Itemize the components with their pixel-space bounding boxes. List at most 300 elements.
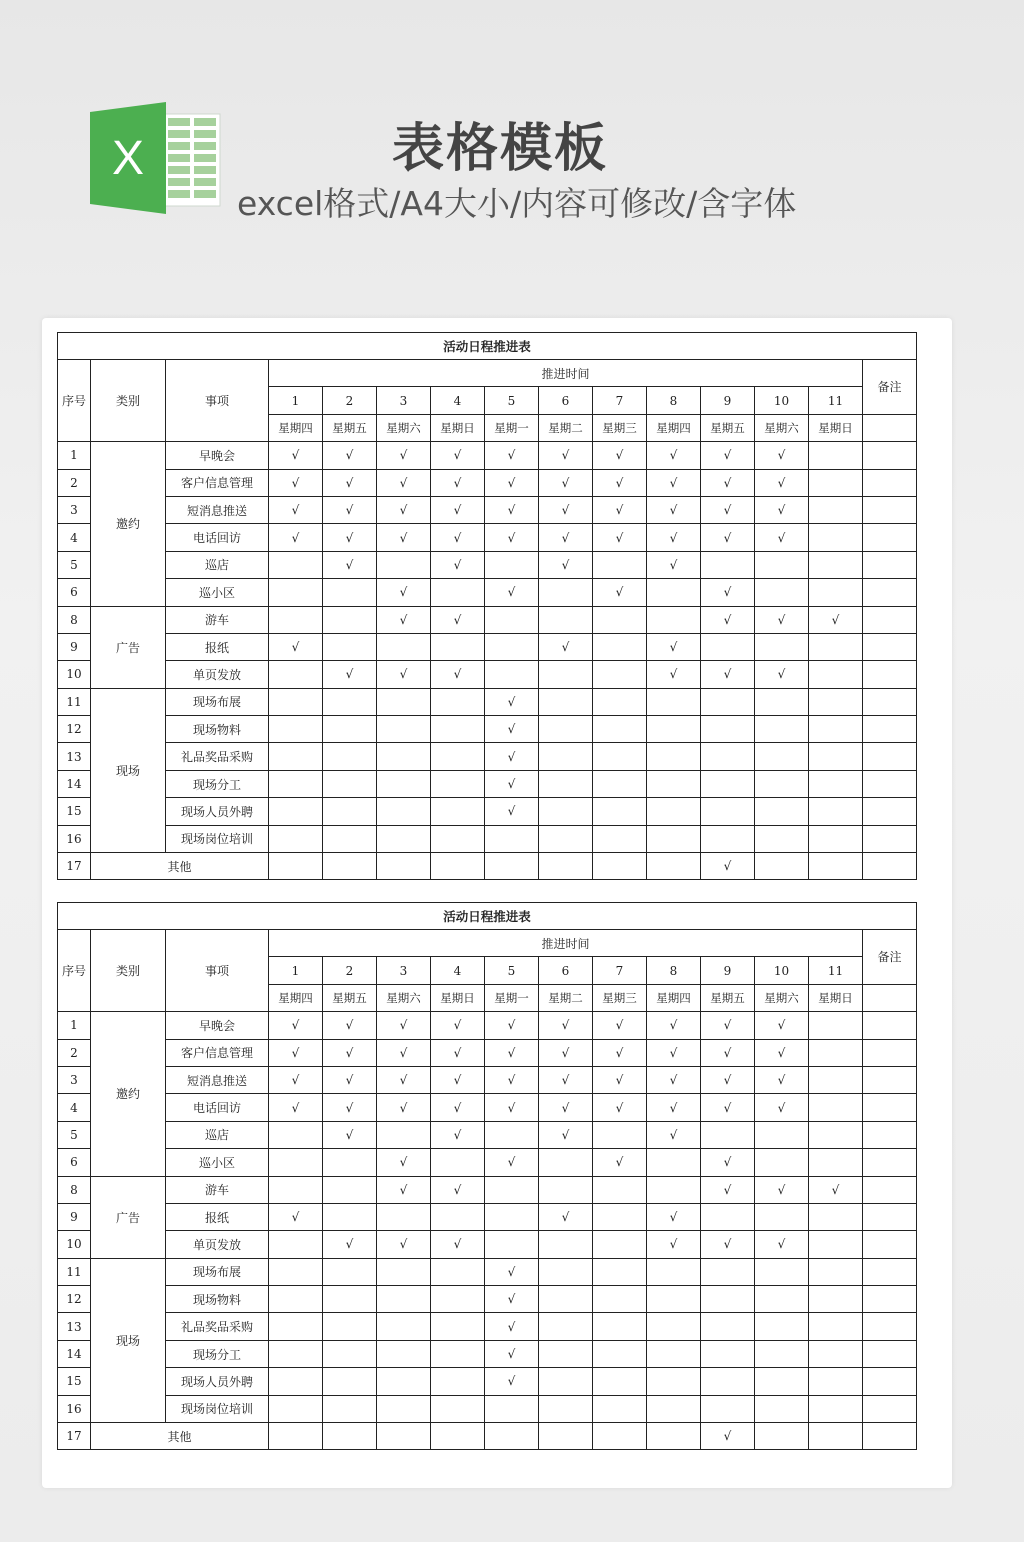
empty-cell: [431, 825, 485, 852]
empty-cell: [593, 1368, 647, 1395]
check-cell: √: [431, 661, 485, 688]
category-cell: 广告: [91, 1176, 166, 1258]
remark-cell: [863, 1121, 917, 1148]
empty-cell: [269, 1395, 323, 1422]
remark-cell: [863, 1149, 917, 1176]
row-item: 现场布展: [166, 1258, 269, 1285]
check-cell: √: [809, 1176, 863, 1203]
day-number: 8: [647, 957, 701, 984]
empty-cell: [323, 688, 377, 715]
table-row: [58, 551, 917, 578]
empty-cell: [755, 1423, 809, 1450]
empty-cell: [593, 1258, 647, 1285]
empty-cell: [809, 770, 863, 797]
empty-cell: [539, 661, 593, 688]
weekday: 星期二: [539, 984, 593, 1011]
check-cell: √: [593, 579, 647, 606]
day-number: 1: [269, 387, 323, 414]
empty-cell: [593, 825, 647, 852]
remark-cell: [863, 1340, 917, 1367]
empty-cell: [755, 1121, 809, 1148]
empty-cell: [539, 1231, 593, 1258]
row-seq: 13: [58, 743, 91, 770]
check-cell: √: [269, 1094, 323, 1121]
remark-cell: [863, 1066, 917, 1093]
check-cell: √: [755, 606, 809, 633]
check-cell: √: [593, 1039, 647, 1066]
row-item: 游车: [166, 1176, 269, 1203]
empty-cell: [539, 1149, 593, 1176]
remark-cell: [863, 579, 917, 606]
empty-cell: [809, 1313, 863, 1340]
empty-cell: [431, 798, 485, 825]
empty-cell: [647, 1149, 701, 1176]
empty-cell: [323, 770, 377, 797]
empty-cell: [485, 1231, 539, 1258]
empty-cell: [809, 1286, 863, 1313]
table-row: [58, 743, 917, 770]
paper-sheet: [42, 318, 952, 1488]
row-item: 礼品奖品采购: [166, 1313, 269, 1340]
empty-cell: [701, 1368, 755, 1395]
empty-cell: [809, 579, 863, 606]
remark-cell: [863, 770, 917, 797]
empty-cell: [647, 743, 701, 770]
empty-cell: [323, 1203, 377, 1230]
row-item: 现场物料: [166, 1286, 269, 1313]
day-number: 8: [647, 387, 701, 414]
row-item: 短消息推送: [166, 496, 269, 523]
col-header-schedule: 推进时间: [269, 360, 863, 387]
check-cell: √: [647, 1012, 701, 1039]
check-cell: √: [701, 1149, 755, 1176]
check-cell: √: [323, 1231, 377, 1258]
category-cell: 邀约: [91, 442, 166, 606]
row-seq: 5: [58, 551, 91, 578]
row-item: 电话回访: [166, 524, 269, 551]
empty-cell: [809, 1121, 863, 1148]
empty-cell: [377, 1340, 431, 1367]
empty-cell: [377, 688, 431, 715]
empty-cell: [809, 469, 863, 496]
empty-cell: [431, 716, 485, 743]
day-number: 11: [809, 957, 863, 984]
check-cell: √: [485, 1039, 539, 1066]
check-cell: √: [323, 469, 377, 496]
table-row: [58, 1231, 917, 1258]
row-seq: 3: [58, 496, 91, 523]
check-cell: √: [431, 1066, 485, 1093]
table-row: [58, 1176, 917, 1203]
empty-cell: [323, 1149, 377, 1176]
check-cell: √: [431, 1012, 485, 1039]
check-cell: √: [755, 524, 809, 551]
row-item: 报纸: [166, 633, 269, 660]
empty-cell: [647, 1258, 701, 1285]
empty-cell: [593, 798, 647, 825]
empty-cell: [269, 1176, 323, 1203]
empty-cell: [755, 853, 809, 880]
check-cell: √: [323, 1121, 377, 1148]
table-row: [58, 442, 917, 469]
remark-cell: [863, 984, 917, 1011]
row-item: 现场人员外聘: [166, 1368, 269, 1395]
check-cell: √: [269, 1012, 323, 1039]
check-cell: √: [323, 442, 377, 469]
empty-cell: [755, 1395, 809, 1422]
remark-cell: [863, 1286, 917, 1313]
empty-cell: [593, 770, 647, 797]
table-row: [58, 1066, 917, 1093]
check-cell: √: [701, 1066, 755, 1093]
table-row: [58, 1423, 917, 1450]
weekday: 星期五: [323, 414, 377, 441]
row-item: 短消息推送: [166, 1066, 269, 1093]
remark-cell: [863, 469, 917, 496]
check-cell: √: [269, 469, 323, 496]
empty-cell: [593, 1176, 647, 1203]
weekday: 星期四: [269, 984, 323, 1011]
weekday: 星期日: [431, 414, 485, 441]
check-cell: √: [323, 1039, 377, 1066]
check-cell: √: [485, 524, 539, 551]
empty-cell: [755, 1286, 809, 1313]
empty-cell: [647, 798, 701, 825]
empty-cell: [431, 1149, 485, 1176]
empty-cell: [701, 551, 755, 578]
empty-cell: [647, 1368, 701, 1395]
empty-cell: [755, 633, 809, 660]
schedule-table: [57, 902, 917, 1450]
check-cell: √: [755, 1176, 809, 1203]
row-item: 电话回访: [166, 1094, 269, 1121]
remark-cell: [863, 1258, 917, 1285]
remark-cell: [863, 1012, 917, 1039]
check-cell: √: [431, 469, 485, 496]
check-cell: √: [485, 743, 539, 770]
row-item: 现场物料: [166, 716, 269, 743]
empty-cell: [539, 798, 593, 825]
empty-cell: [323, 579, 377, 606]
check-cell: √: [269, 1039, 323, 1066]
empty-cell: [323, 716, 377, 743]
row-seq: 6: [58, 1149, 91, 1176]
check-cell: √: [539, 1094, 593, 1121]
row-seq: 16: [58, 825, 91, 852]
empty-cell: [647, 606, 701, 633]
remark-cell: [863, 1094, 917, 1121]
row-item: 现场岗位培训: [166, 825, 269, 852]
row-item: 现场岗位培训: [166, 1395, 269, 1422]
check-cell: √: [431, 1176, 485, 1203]
empty-cell: [323, 1340, 377, 1367]
table-row: [58, 825, 917, 852]
row-item: 礼品奖品采购: [166, 743, 269, 770]
table-row: [58, 1258, 917, 1285]
table-row: [58, 853, 917, 880]
empty-cell: [701, 1395, 755, 1422]
check-cell: √: [269, 442, 323, 469]
check-cell: √: [485, 1094, 539, 1121]
empty-cell: [323, 1176, 377, 1203]
empty-cell: [755, 798, 809, 825]
empty-cell: [755, 579, 809, 606]
empty-cell: [809, 825, 863, 852]
empty-cell: [755, 1149, 809, 1176]
empty-cell: [755, 716, 809, 743]
empty-cell: [377, 743, 431, 770]
empty-cell: [323, 1258, 377, 1285]
check-cell: √: [539, 1039, 593, 1066]
logo-letter: X: [111, 132, 145, 185]
empty-cell: [809, 1340, 863, 1367]
check-cell: √: [647, 1231, 701, 1258]
empty-cell: [431, 579, 485, 606]
weekday: 星期四: [269, 414, 323, 441]
table-row: [58, 633, 917, 660]
empty-cell: [485, 1423, 539, 1450]
check-cell: √: [755, 1231, 809, 1258]
remark-cell: [863, 661, 917, 688]
empty-cell: [593, 661, 647, 688]
col-header-remark: 备注: [863, 930, 917, 985]
day-number: 4: [431, 387, 485, 414]
empty-cell: [431, 770, 485, 797]
empty-cell: [377, 825, 431, 852]
check-cell: √: [377, 524, 431, 551]
check-cell: √: [701, 1423, 755, 1450]
check-cell: √: [377, 661, 431, 688]
check-cell: √: [755, 1012, 809, 1039]
day-number: 2: [323, 387, 377, 414]
empty-cell: [809, 743, 863, 770]
row-item: 其他: [91, 1423, 269, 1450]
check-cell: √: [539, 1066, 593, 1093]
col-header-item: 事项: [166, 360, 269, 442]
empty-cell: [431, 1286, 485, 1313]
empty-cell: [647, 825, 701, 852]
remark-cell: [863, 853, 917, 880]
row-seq: 2: [58, 1039, 91, 1066]
empty-cell: [647, 1340, 701, 1367]
table-row: [58, 1368, 917, 1395]
empty-cell: [485, 633, 539, 660]
check-cell: √: [377, 1012, 431, 1039]
empty-cell: [593, 853, 647, 880]
empty-cell: [377, 551, 431, 578]
weekday: 星期六: [377, 414, 431, 441]
check-cell: √: [377, 1094, 431, 1121]
check-cell: √: [377, 1231, 431, 1258]
empty-cell: [431, 633, 485, 660]
empty-cell: [755, 1368, 809, 1395]
empty-cell: [269, 1340, 323, 1367]
check-cell: √: [431, 551, 485, 578]
empty-cell: [377, 1121, 431, 1148]
check-cell: √: [485, 496, 539, 523]
remark-cell: [863, 688, 917, 715]
check-cell: √: [755, 442, 809, 469]
check-cell: √: [323, 551, 377, 578]
day-number: 6: [539, 387, 593, 414]
empty-cell: [431, 1203, 485, 1230]
weekday: 星期四: [647, 414, 701, 441]
empty-cell: [755, 770, 809, 797]
empty-cell: [377, 853, 431, 880]
remark-cell: [863, 1368, 917, 1395]
remark-cell: [863, 496, 917, 523]
check-cell: √: [647, 1066, 701, 1093]
empty-cell: [539, 688, 593, 715]
check-cell: √: [323, 524, 377, 551]
empty-cell: [701, 688, 755, 715]
check-cell: √: [377, 442, 431, 469]
empty-cell: [377, 633, 431, 660]
empty-cell: [755, 825, 809, 852]
check-cell: √: [485, 1340, 539, 1367]
empty-cell: [539, 1395, 593, 1422]
row-item: 现场分工: [166, 1340, 269, 1367]
check-cell: √: [755, 496, 809, 523]
col-header-category: 类别: [91, 360, 166, 442]
row-item: 客户信息管理: [166, 1039, 269, 1066]
remark-cell: [863, 442, 917, 469]
empty-cell: [539, 716, 593, 743]
check-cell: √: [431, 606, 485, 633]
check-cell: √: [377, 1039, 431, 1066]
check-cell: √: [701, 1012, 755, 1039]
empty-cell: [485, 1203, 539, 1230]
check-cell: √: [647, 551, 701, 578]
row-seq: 3: [58, 1066, 91, 1093]
weekday: 星期六: [755, 414, 809, 441]
check-cell: √: [431, 496, 485, 523]
empty-cell: [485, 551, 539, 578]
remark-cell: [863, 1313, 917, 1340]
empty-cell: [809, 1231, 863, 1258]
check-cell: √: [593, 524, 647, 551]
empty-cell: [593, 743, 647, 770]
table-row: [58, 469, 917, 496]
check-cell: √: [647, 1203, 701, 1230]
day-number: 9: [701, 957, 755, 984]
table-row: [58, 1094, 917, 1121]
remark-cell: [863, 1231, 917, 1258]
empty-cell: [539, 1258, 593, 1285]
check-cell: √: [485, 1313, 539, 1340]
weekday: 星期二: [539, 414, 593, 441]
check-cell: √: [539, 442, 593, 469]
empty-cell: [431, 743, 485, 770]
empty-cell: [539, 825, 593, 852]
empty-cell: [647, 1395, 701, 1422]
empty-cell: [377, 1368, 431, 1395]
row-seq: 14: [58, 770, 91, 797]
empty-cell: [485, 1121, 539, 1148]
col-header-seq: 序号: [58, 360, 91, 442]
empty-cell: [809, 633, 863, 660]
row-seq: 10: [58, 1231, 91, 1258]
empty-cell: [701, 633, 755, 660]
row-item: 其他: [91, 853, 269, 880]
empty-cell: [647, 1423, 701, 1450]
check-cell: √: [269, 633, 323, 660]
row-seq: 10: [58, 661, 91, 688]
table-row: [58, 1039, 917, 1066]
category-cell: 现场: [91, 688, 166, 852]
day-number: 4: [431, 957, 485, 984]
empty-cell: [701, 716, 755, 743]
empty-cell: [593, 606, 647, 633]
table-row: [58, 496, 917, 523]
empty-cell: [755, 1340, 809, 1367]
remark-cell: [863, 1176, 917, 1203]
empty-cell: [539, 853, 593, 880]
remark-cell: [863, 524, 917, 551]
check-cell: √: [701, 469, 755, 496]
check-cell: √: [539, 1121, 593, 1148]
row-item: 巡店: [166, 1121, 269, 1148]
row-item: 早晚会: [166, 442, 269, 469]
empty-cell: [755, 743, 809, 770]
weekday: 星期五: [701, 414, 755, 441]
row-item: 现场分工: [166, 770, 269, 797]
weekday: 星期六: [755, 984, 809, 1011]
row-seq: 16: [58, 1395, 91, 1422]
empty-cell: [593, 1231, 647, 1258]
check-cell: √: [539, 551, 593, 578]
day-number: 3: [377, 387, 431, 414]
empty-cell: [323, 1368, 377, 1395]
row-item: 单页发放: [166, 1231, 269, 1258]
check-cell: √: [755, 661, 809, 688]
check-cell: √: [647, 442, 701, 469]
table-title: 活动日程推进表: [58, 903, 917, 930]
empty-cell: [647, 853, 701, 880]
day-number: 10: [755, 387, 809, 414]
col-header-seq: 序号: [58, 930, 91, 1012]
row-seq: 12: [58, 1286, 91, 1313]
check-cell: √: [647, 1039, 701, 1066]
empty-cell: [809, 1149, 863, 1176]
table-row: [58, 1395, 917, 1422]
weekday: 星期三: [593, 984, 647, 1011]
check-cell: √: [701, 442, 755, 469]
empty-cell: [593, 1313, 647, 1340]
check-cell: √: [701, 1176, 755, 1203]
empty-cell: [809, 1423, 863, 1450]
empty-cell: [269, 688, 323, 715]
empty-cell: [431, 853, 485, 880]
weekday: 星期日: [431, 984, 485, 1011]
check-cell: √: [701, 853, 755, 880]
remark-cell: [863, 825, 917, 852]
empty-cell: [377, 1395, 431, 1422]
empty-cell: [269, 661, 323, 688]
row-seq: 9: [58, 633, 91, 660]
empty-cell: [809, 798, 863, 825]
empty-cell: [809, 1258, 863, 1285]
empty-cell: [431, 1423, 485, 1450]
row-item: 单页发放: [166, 661, 269, 688]
row-item: 现场布展: [166, 688, 269, 715]
empty-cell: [377, 798, 431, 825]
weekday: 星期六: [377, 984, 431, 1011]
empty-cell: [539, 1286, 593, 1313]
page-title: 表格模板: [392, 119, 609, 179]
empty-cell: [431, 1313, 485, 1340]
day-number: 2: [323, 957, 377, 984]
